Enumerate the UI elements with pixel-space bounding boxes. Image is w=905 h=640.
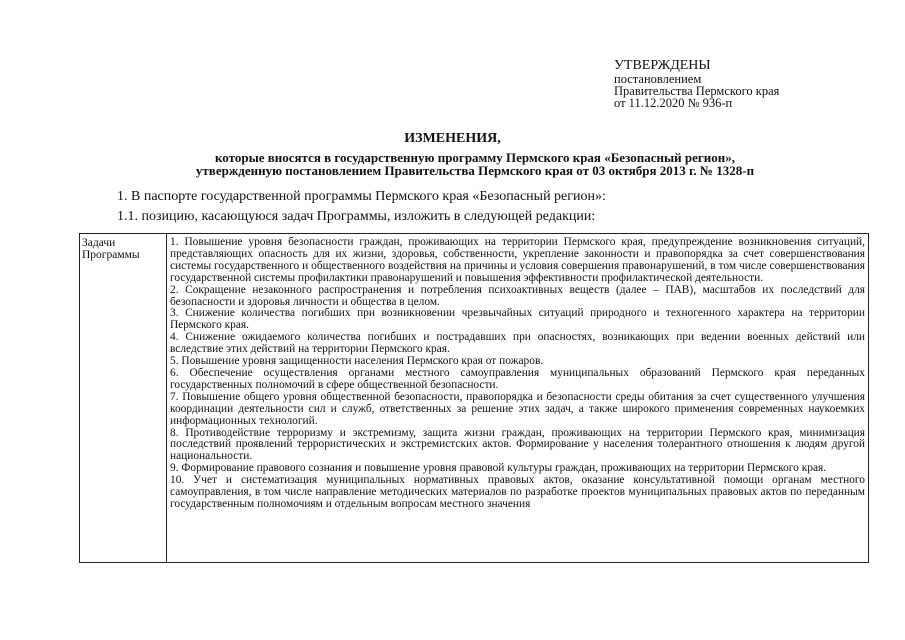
table-label-line-1: Задачи: [82, 237, 116, 249]
program-tasks-table: [79, 233, 869, 563]
task-item: 8. Противодействие терроризму и экстремизму, защита жизни граждан, проживающих на территории Пермского края, минимизация последствий проявлений террористических и экстремистских актов. Формирование у населения толерантного отношения к людям другой национальности.: [170, 426, 865, 463]
task-item: 5. Повышение уровня защищенности населения Пермского края от пожаров.: [170, 355, 544, 368]
document-subtitle: [100, 151, 850, 177]
subtitle-line-2: утвержденную постановлением Правительства Пермского края от 03 октября 2013 г. № 1328-п: [195, 163, 755, 178]
task-item: 7. Повышение общего уровня общественной безопасности, правопорядка и безопасности среды обитания за счет существенного улучшения координации деятельности сил и служб, ответственных за решение этих задач, а также широкого применения современных наукоемких информационных технологий.: [170, 390, 865, 427]
task-item: 3. Снижение количества погибших при возникновении чрезвычайных ситуаций природного и техногенного характера на территории Пермского края.: [170, 307, 865, 332]
subtitle-line-1: которые вносятся в государственную программу Пермского края «Безопасный регион»,: [214, 150, 735, 165]
table-label-cell: [82, 237, 162, 261]
task-item: 2. Сокращение незаконного распространения и потребления психоактивных веществ (далее – ПАВ), масштабов их последствий для безопасности и здоровья личности и общества в целом.: [170, 283, 865, 308]
task-item: 4. Снижение ожидаемого количества погибших и пострадавших при опасностях, возникающих при ведении военных действий или вследствие этих действий на территории Пермского края.: [170, 331, 865, 356]
task-item: 1. Повышение уровня безопасности граждан, проживающих на территории Пермского края, предупреждение возникновения ситуаций, представляющих опасность для их жизни, здоровья, собственности, укрепление законности и правопорядка за счет совершенствования системы государственного и общественного воздействия на причины и условия совершения правонарушений, в том числе совершенствования государственной системы профилактики правонарушений и повышения эффективности профилактической деятельности.: [170, 236, 865, 284]
table-label-line-2: Программы: [82, 249, 140, 261]
paragraph-1: 1. В паспорте государственной программы Пермского края «Безопасный регион»:: [117, 189, 606, 204]
task-item: 6. Обеспечение осуществления органами местного самоуправления муниципальных образований Пермского края переданных государственных полномочий в сфере общественной безопасности.: [170, 366, 865, 391]
approval-line-3: Правительства Пермского края: [614, 84, 780, 98]
paragraph-1-1: 1.1. позицию, касающуюся задач Программы, изложить в следующей редакции:: [117, 209, 596, 224]
table-content-cell: [170, 237, 865, 511]
task-item: 10. Учет и систематизация муниципальных нормативных правовых актов, оказание консультативной помощи органам местного самоуправления, в том числе направление методических материалов по разработке проектов муниципальных правовых актов по переданным государственным полномочиям и отдельным вопросам местного значения: [170, 474, 865, 510]
task-item: 9. Формирование правового сознания и повышение уровня правовой культуры граждан, проживающих на территории Пермского края.: [170, 462, 827, 475]
approval-line-4: от 11.12.2020 № 936-п: [614, 96, 733, 110]
approval-block: [614, 58, 779, 109]
table-column-divider: [166, 234, 167, 562]
approval-heading: УТВЕРЖДЕНЫ: [614, 58, 711, 73]
document-title: ИЗМЕНЕНИЯ,: [404, 131, 501, 146]
approval-line-2: постановлением: [614, 72, 702, 86]
